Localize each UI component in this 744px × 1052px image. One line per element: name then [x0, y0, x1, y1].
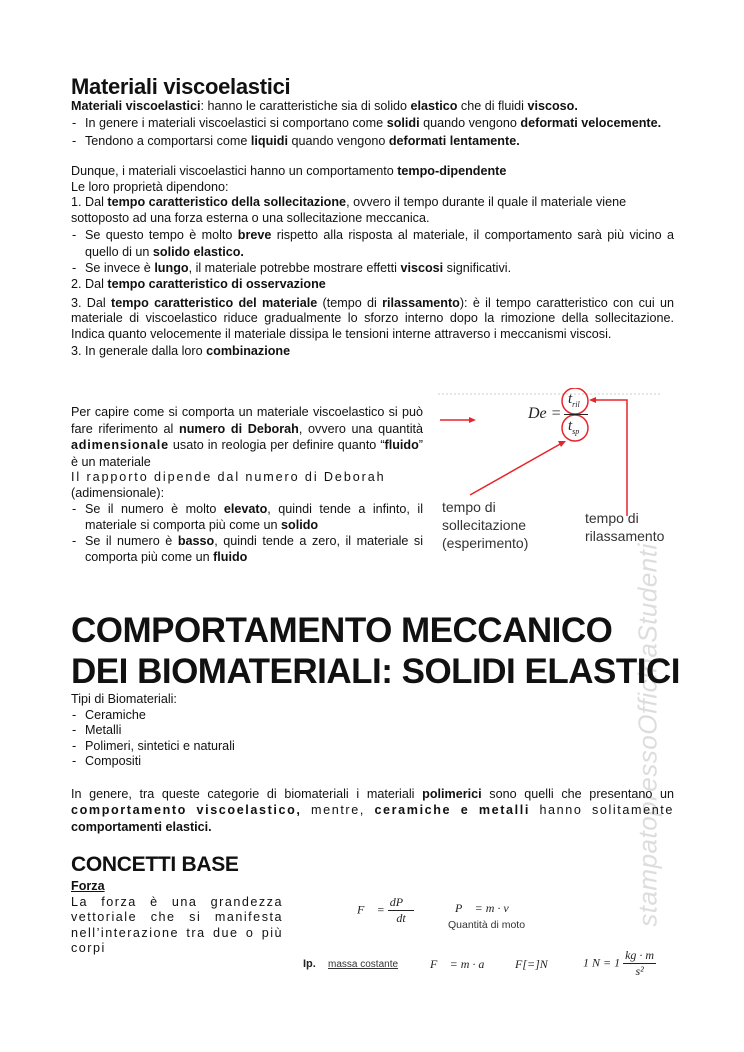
formula-newton-def: 1 N = 1 $\frac{kg \cdot m}{\text{s²}}$ [583, 948, 655, 978]
formula-unit: F[=]N [515, 957, 548, 971]
forza-text: La forza è una grandezza vettoriale che si manifesta nell’interazione tra due o più corpi [71, 894, 283, 956]
watermark: stampatopressoOfficinaStudenti [632, 543, 663, 927]
intro-text: Materiali viscoelastici: hanno le caratteristiche sia di solido elastico che di fluidi viscoso. [71, 99, 578, 113]
dunque-text: Dunque, i materiali viscoelastici hanno un comportamento tempo-dipendente [71, 164, 507, 179]
forza-subtitle: Forza [71, 879, 105, 893]
sollecitazione-arrow [470, 443, 562, 495]
property-3: 3. Dal tempo caratteristico del materiale (tempo di rilassamento): è il tempo caratteristico con cui un materiale di viscoelastico riduce gradualmente lo sforzo interno dopo la rimozione della sollecitazione. Indica quanto velocemente il materiale dissipa le tensioni interne attraverso i meccanismi viscosi. [71, 295, 675, 341]
bullet-item: - Se questo tempo è molto breve rispetto alla risposta al materiale, il comportamento sarà più vicino a quello di un solido elastico. [71, 227, 674, 261]
property-4: 3. In generale dalla loro combinazione [71, 343, 291, 358]
denominator: $t_{sp}$ [568, 418, 580, 436]
forza-block [71, 879, 283, 957]
formula-force-momentum: F⃗ = $\frac{dP⃗}{dt}$ [357, 895, 413, 925]
numerator: $t_{ril}$ [568, 391, 580, 409]
bullet-item: - In genere i materiali viscoelastici si comportano come solidi quando vengono deformati velocemente. [71, 115, 674, 132]
adim-text: (adimensionale): [71, 485, 165, 500]
type-item: - Compositi [71, 754, 674, 770]
deborah-diagram [430, 388, 670, 558]
deborah-text: Per capire come si comporta un materiale viscoelastico si può fare riferimento al numero di Deborah, ovvero una quantità adimensionale usato in reologia per definire quanto “fluido” è un materiale [71, 405, 424, 469]
bullet-item: - Tendono a comportarsi come liquidi quando vengono deformati lentamente. [71, 134, 674, 150]
bullet-item: - Se invece è lungo, il materiale potrebbe mostrare effetti viscosi significativi. [71, 261, 674, 277]
type-item: - Polimeri, sintetici e naturali [71, 739, 674, 755]
types-intro: Tipi di Biomateriali: [71, 692, 177, 706]
section2-body [71, 692, 674, 835]
property-1: 1. Dal tempo caratteristico della sollecitazione, ovvero il tempo durante il quale il materiale viene sottoposto ad una forza esterna o una sollecitazione meccanica. [71, 195, 627, 225]
type-item: - Metalli [71, 723, 674, 739]
label-sollecitazione: tempo di sollecitazione (esperimento) [442, 499, 529, 551]
deborah-block [71, 404, 423, 565]
bullet-item: - Se il numero è basso, quindi tende a zero, il materiale si comporta più come un fluido [71, 533, 423, 565]
props-intro: Le loro proprietà dipendono: [71, 179, 229, 194]
ip-condition: massa costante [328, 959, 399, 970]
ip-label: Ip. [303, 958, 316, 970]
section-title: Materiali viscoelastici [71, 74, 291, 99]
deborah-lhs: De = [528, 405, 562, 422]
bullet-item: - Se il numero è molto elevato, quindi tende a infinto, il materiale si comporta più come un solido [71, 501, 423, 533]
formula-newton: F⃗ = m · a⃗ [430, 957, 494, 971]
rapporto-text: Il rapporto dipende dal numero di Deborah [71, 470, 386, 484]
property-2: 2. Dal tempo caratteristico di osservazione [71, 277, 326, 292]
concetti-title: CONCETTI BASE [71, 853, 239, 876]
biomaterials-para: In genere, tra queste categorie di biomateriali i materiali polimerici sono quelli che presentano un comportamento viscoelastico, mentre, ceramiche e metalli hanno solitamente comportamenti elastici. [71, 786, 675, 834]
momentum-label: Quantità di moto [448, 919, 526, 931]
chapter-title-line2: DEI BIOMATERIALI: SOLIDI ELASTICI [71, 652, 680, 691]
rilassamento-arrow [593, 400, 627, 516]
section1-body [71, 99, 674, 359]
chapter-title-line1: COMPORTAMENTO MECCANICO [71, 611, 613, 650]
label-rilassamento: tempo di rilassamento [585, 510, 665, 544]
type-item: - Ceramiche [71, 708, 674, 724]
formula-momentum: P⃗ = m · v⃗ [455, 901, 519, 915]
